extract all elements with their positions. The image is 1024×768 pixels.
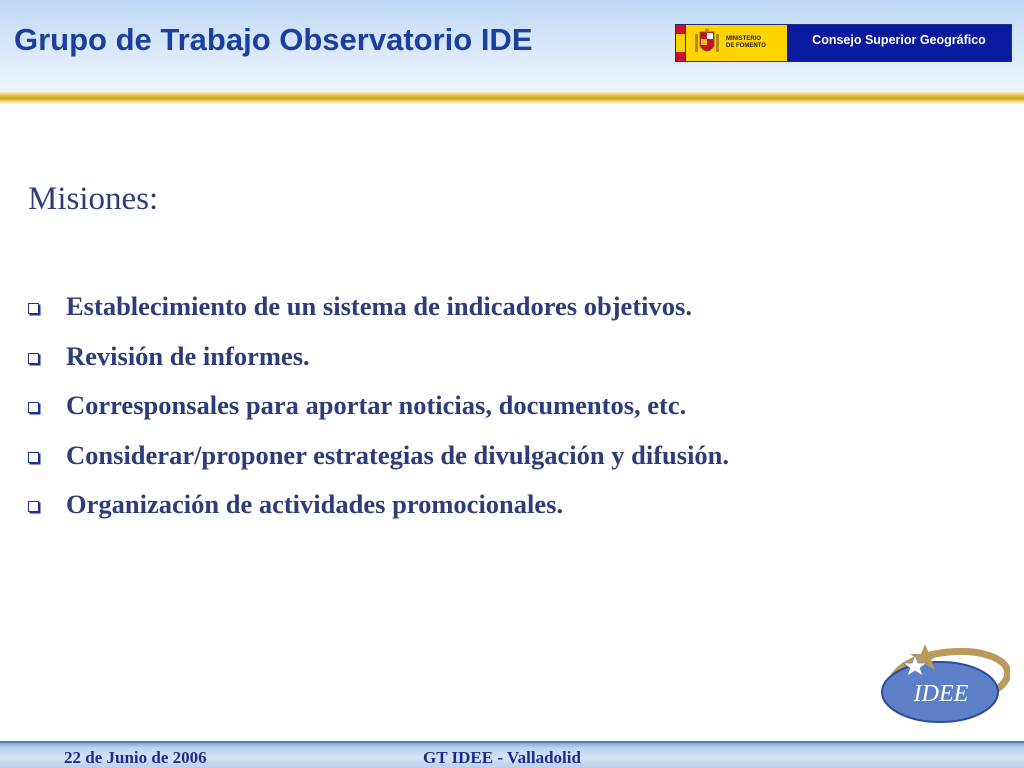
coat-of-arms-icon (692, 28, 722, 58)
slide-header (0, 0, 1024, 92)
list-item (28, 480, 729, 530)
list-item (28, 282, 729, 332)
ministry-line-1: MINISTERIO (726, 36, 762, 42)
square-bullet-icon (28, 402, 39, 413)
mission-text: Considerar/proponer estrategias de divulgación y difusión. (66, 439, 730, 470)
slide-title: Grupo de Trabajo Observatorio IDE (14, 22, 533, 57)
idee-logo-text: IDEE (913, 681, 969, 707)
section-title: Misiones: (28, 181, 159, 217)
list-item (28, 381, 729, 431)
government-logo-block (675, 24, 1012, 62)
slide-footer (0, 741, 1024, 768)
mission-text: Corresponsales para aportar noticias, documentos, etc. (66, 390, 687, 421)
square-bullet-icon (28, 353, 39, 364)
missions-list (28, 282, 729, 530)
spanish-flag-stripe (676, 25, 686, 61)
footer-date: 22 de Junio de 2006 (64, 748, 207, 767)
list-item (28, 332, 729, 382)
council-name: Consejo Superior Geográfico (787, 25, 1011, 61)
ministry-name (726, 36, 766, 50)
header-divider (0, 92, 1024, 104)
ministry-logo (686, 25, 787, 61)
square-bullet-icon (28, 303, 39, 314)
mission-text: Establecimiento de un sistema de indicadores objetivos. (66, 291, 692, 322)
footer-event: GT IDEE - Valladolid (423, 748, 581, 767)
square-bullet-icon (28, 501, 39, 512)
idee-logo (878, 640, 1010, 726)
mission-text: Revisión de informes. (66, 340, 310, 371)
square-bullet-icon (28, 452, 39, 463)
list-item (28, 431, 729, 481)
mission-text: Organización de actividades promocionales. (66, 489, 564, 520)
ministry-line-2: DE FOMENTO (726, 43, 766, 49)
